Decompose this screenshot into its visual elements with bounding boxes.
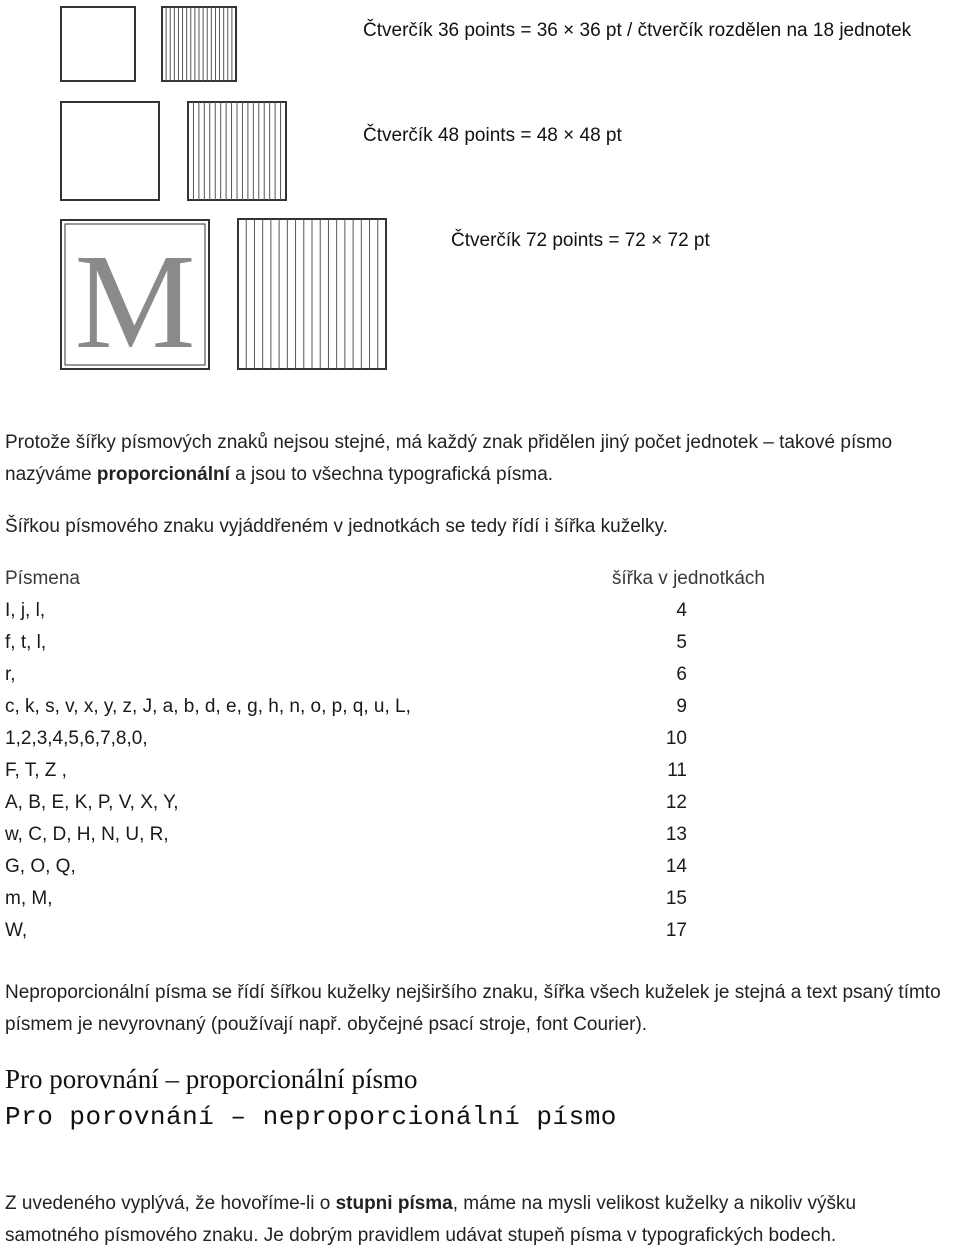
em-square-36 — [60, 6, 136, 82]
row-letters: w, C, D, H, N, U, R, — [5, 824, 169, 845]
table-row — [5, 691, 765, 723]
header-units: šířka v jednotkách — [611, 568, 765, 589]
row-units: 11 — [667, 760, 687, 781]
table-row — [5, 595, 765, 627]
table-row — [5, 787, 765, 819]
row-letters: A, B, E, K, P, V, X, Y, — [5, 792, 179, 813]
row-letters: f, t, l, — [5, 632, 47, 653]
table-row — [5, 883, 765, 915]
row-letters: r, — [5, 664, 16, 685]
table-row — [5, 851, 765, 883]
row-units: 6 — [676, 664, 687, 685]
row-letters: G, O, Q, — [5, 856, 76, 877]
em-square-48-units — [187, 101, 287, 201]
paragraph-point-size-after: , máme na mysli velikost kuželky a nikoliv výšku samotného písmového znaku. Je dobrým pravidlem udávat stupeň písma v typografických bodech. — [5, 1193, 857, 1246]
unit-width-table — [5, 563, 765, 947]
caption-em36: Čtverčík 36 points = 36 × 36 pt / čtverčík rozdělen na 18 jednotek — [363, 20, 912, 41]
paragraph-proportional — [5, 427, 950, 491]
paragraph-point-size-before: Z uvedeného vyplývá, že hovoříme-li o — [5, 1193, 336, 1214]
em-letter-m: M — [74, 227, 196, 377]
paragraph-nonproportional: Neproporcionální písma se řídí šířkou kuželky nejširšího znaku, šířka všech kuželek je stejná a text psaný tímto písmem je nevyrovnaný (používají např. obyčejné psací stroje, font Courier). — [5, 982, 941, 1035]
term-point-size: stupni písma — [335, 1193, 453, 1214]
em-square-72-units — [237, 218, 387, 370]
em-square-72 — [60, 219, 210, 377]
header-letters: Písmena — [5, 568, 80, 589]
row-units: 10 — [665, 728, 687, 749]
row-units: 13 — [665, 824, 687, 845]
table-header — [5, 563, 765, 595]
table-row — [5, 723, 765, 755]
row-letters: c, k, s, v, x, y, z, J, a, b, d, e, g, h, n, o, p, q, u, L, — [5, 696, 411, 717]
row-units: 12 — [665, 792, 687, 813]
table-row — [5, 627, 765, 659]
table-row — [5, 915, 765, 947]
table-row — [5, 755, 765, 787]
row-letters: F, T, Z , — [5, 760, 67, 781]
row-units: 9 — [676, 696, 687, 717]
row-letters: I, j, l, — [5, 600, 46, 621]
row-letters: W, — [5, 920, 28, 941]
row-units: 5 — [676, 632, 687, 653]
compare-nonproportional: Pro porovnání – neproporcionální písmo — [5, 1102, 617, 1132]
paragraph-point-size — [5, 1188, 950, 1252]
row-units: 15 — [665, 888, 687, 909]
paragraph-width: Šířkou písmového znaku vyjáddřeném v jednotkách se tedy řídí i šířka kuželky. — [5, 516, 668, 537]
table-row — [5, 819, 765, 851]
paragraph-proportional-after: a jsou to všechna typografická písma. — [229, 464, 554, 485]
em-square-36-units — [161, 6, 237, 82]
em-square-48 — [60, 101, 160, 201]
row-letters: m, M, — [5, 888, 53, 909]
row-units: 17 — [665, 920, 687, 941]
row-units: 4 — [676, 600, 687, 621]
paragraph-proportional-before: Protože šířky písmových znaků nejsou stejné, má každý znak přidělen jiný počet jednotek – takové písmo nazýváme — [5, 432, 893, 485]
caption-em48: Čtverčík 48 points = 48 × 48 pt — [363, 125, 622, 146]
table-row — [5, 659, 765, 691]
caption-em72: Čtverčík 72 points = 72 × 72 pt — [451, 230, 710, 251]
row-units: 14 — [665, 856, 687, 877]
compare-proportional: Pro porovnání – proporcionální písmo — [5, 1064, 418, 1094]
row-letters: 1,2,3,4,5,6,7,8,0, — [5, 728, 148, 749]
term-proportional: proporcionální — [96, 464, 230, 485]
